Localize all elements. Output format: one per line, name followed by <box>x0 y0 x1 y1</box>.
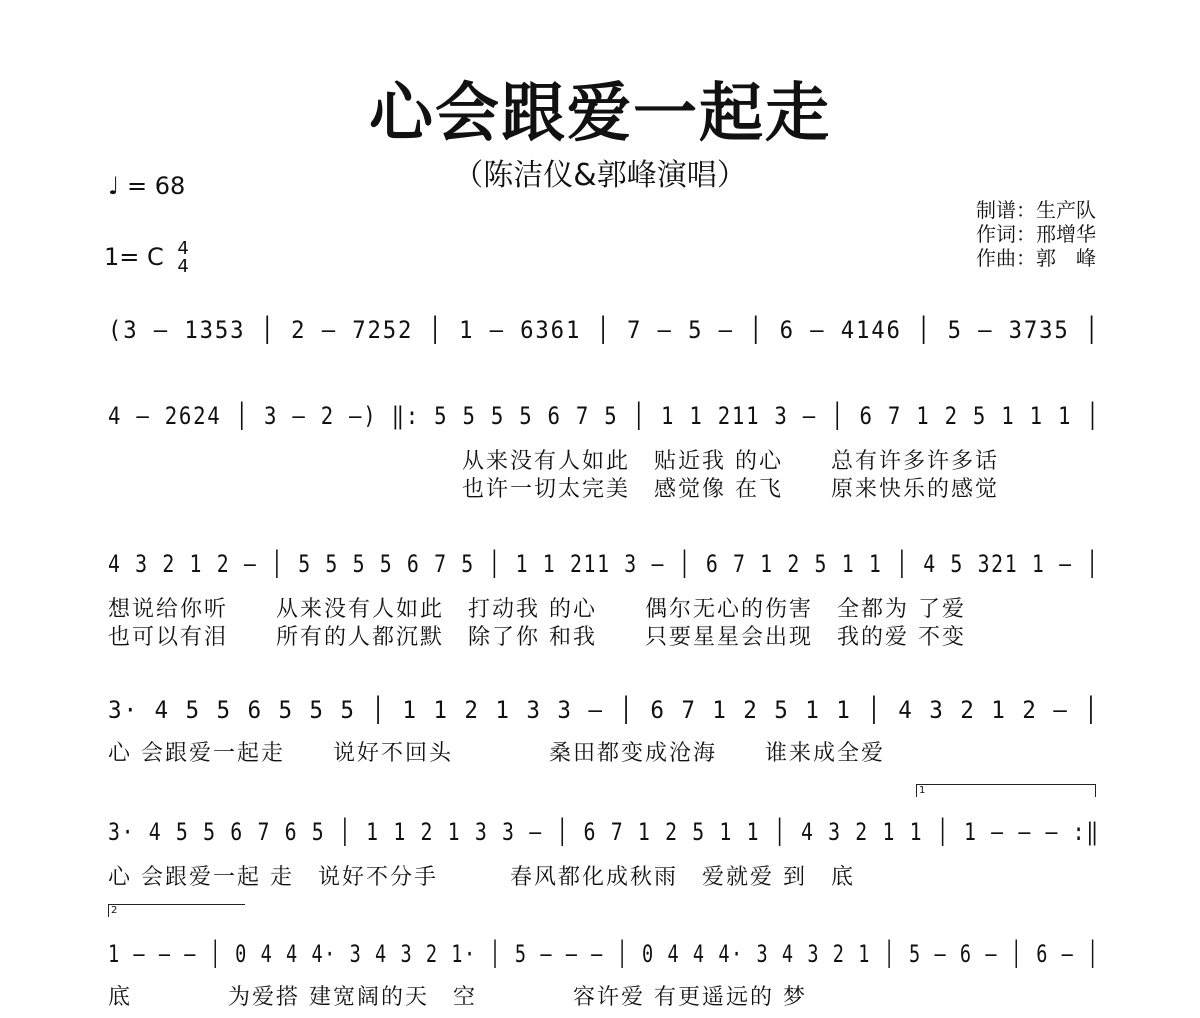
notation-line: 4 – 2624 │ 3 – 2 –) ‖: 5 5 5 5 6 7 5 │ 1 1 211 3 – │ 6 7 1 2 5 1 1 1 │ <box>108 402 1101 430</box>
key-signature <box>104 240 189 276</box>
lyrics-line: 心 会跟爱一起 走 说好不分手 春风都化成秋雨 爱就爱 到 底 <box>108 865 855 890</box>
time-signature-numerator: 4 <box>177 238 189 259</box>
credit-composer: 作曲：郭 峰 <box>976 246 1096 270</box>
lyrics-verse-1: 想说给你听 从来没有人如此 打动我 的心 偶尔无心的伤害 全都为 了爱 <box>108 597 966 622</box>
lyrics-line: 心 会跟爱一起走 说好不回头 桑田都变成沧海 谁来成全爱 <box>108 741 885 766</box>
credits <box>976 198 1096 270</box>
time-signature <box>177 240 188 276</box>
notation-line: (3 – 1353 │ 2 – 7252 │ 1 – 6361 │ 7 – 5 – │ 6 – 4146 │ 5 – 3735 │ <box>108 316 1101 344</box>
tempo-marking: ♩ = 68 <box>108 172 186 200</box>
credit-arranger: 制谱：生产队 <box>976 198 1096 222</box>
notation-line: 3· 4 5 5 6 5 5 5 │ 1 1 2 1 3 3 – │ 6 7 1 2 5 1 1 │ 4 3 2 1 2 – │ <box>108 696 1100 724</box>
lyrics-verse-1: 从来没有人如此 贴近我 的心 总有许多许多话 <box>462 449 999 474</box>
notation-line: 1 – – – │ 0 4 4 4· 3 4 3 2 1· │ 5 – – – │ 0 4 4 4· 3 4 3 2 1 │ 5 – 6 – │ 6 – │ <box>108 940 1100 968</box>
notation-line: 3· 4 5 5 6 7 6 5 │ 1 1 2 1 3 3 – │ 6 7 1 2 5 1 1 │ 4 3 2 1 1 │ 1 – – – :‖ <box>108 818 1100 846</box>
lyrics-verse-2: 也许一切太完美 感觉像 在飞 原来快乐的感觉 <box>462 477 999 502</box>
notation-line: 4 3 2 1 2 – │ 5 5 5 5 6 7 5 │ 1 1 211 3 – │ 6 7 1 2 5 1 1 │ 4 5 321 1 – │ <box>108 550 1100 578</box>
page-subtitle: （陈洁仪&郭峰演唱） <box>453 158 747 193</box>
lyrics-line: 底 为爱搭 建宽阔的天 空 容许爱 有更遥远的 梦 <box>108 985 807 1010</box>
second-ending-bracket: 2 <box>108 904 245 917</box>
first-ending-bracket: 1 <box>916 784 1096 797</box>
page-title: 心会跟爱一起走 <box>369 77 831 151</box>
lyrics-verse-2: 也可以有泪 所有的人都沉默 除了你 和我 只要星星会出现 我的爱 不变 <box>108 625 966 650</box>
credit-lyricist: 作词：邢增华 <box>976 222 1096 246</box>
time-signature-denominator: 4 <box>177 256 189 277</box>
key-label: 1= C <box>104 243 164 271</box>
